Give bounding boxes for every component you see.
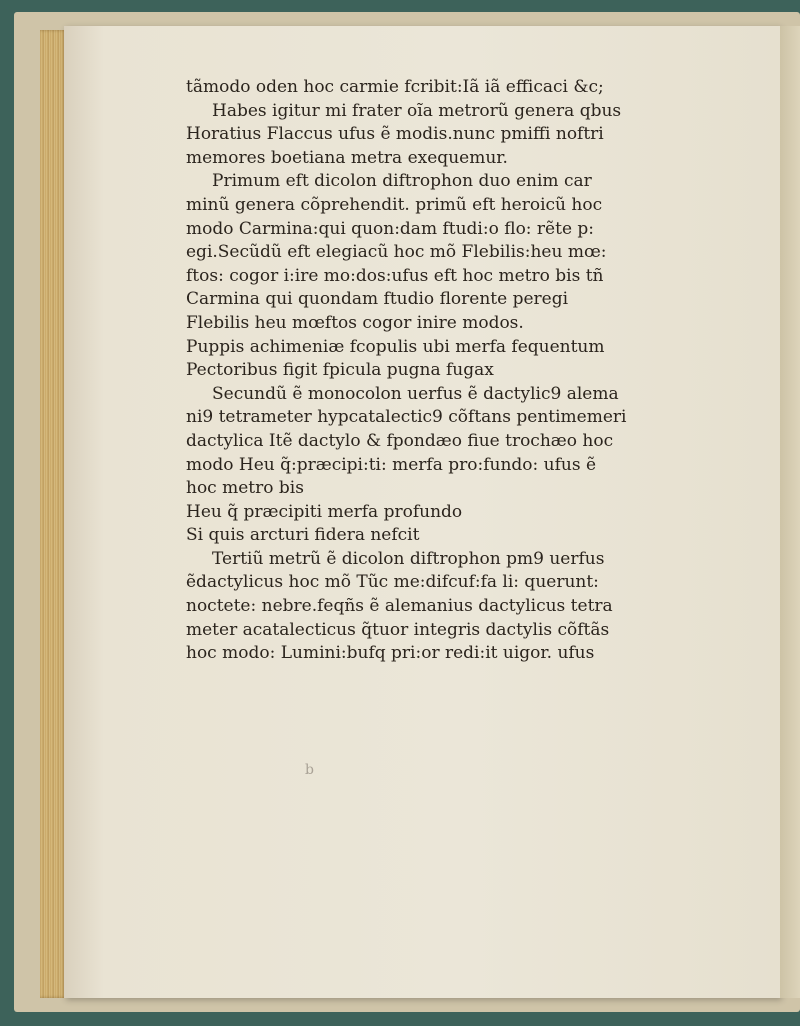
right-margin-strip [780, 26, 800, 998]
text-line: Secundũ ẽ monocolon uerfus ẽ dactylic9 alema [212, 383, 619, 404]
text-line: Si quis arcturi fidera nefcit [186, 525, 420, 546]
text-line: modo Heu q̃:præcipi:ti: merfa pro:fundo: ufus ẽ [186, 454, 597, 475]
text-line: Primum eft dicolon diftrophon duo enim car [212, 171, 592, 192]
text-line: Puppis achimeniæ fcopulis ubi merfa fequentum [186, 336, 605, 357]
text-line: dactylica Itẽ dactylo & fpondæo fiue trochæo hoc [186, 430, 614, 451]
text-line: Carmina qui quondam ftudio florente peregi [186, 289, 569, 310]
text-line: ẽdactylicus hoc mõ Tũc me:difcuf:fa li: querunt: [186, 572, 599, 593]
text-line: Flebilis heu mœftos cogor inire modos. [186, 312, 524, 333]
text-line: memores boetiana metra exequemur. [186, 147, 508, 168]
text-line: hoc metro bis [186, 478, 304, 499]
text-line: minũ genera cõprehendit. primũ eft heroicũ hoc [186, 194, 603, 215]
text-line: Horatius Flaccus ufus ẽ modis.nunc pmiffi noftri [186, 124, 604, 145]
text-line: modo Carmina:qui quon:dam ftudi:o flo: rẽte p: [186, 218, 595, 239]
stray-ink-mark: b [305, 762, 314, 778]
text-line: ni9 tetrameter hypcatalectic9 cõftans pentimemeri [186, 407, 627, 428]
text-line: noctete: nebre.feqñs ẽ alemanius dactylicus tetra [186, 596, 613, 617]
text-line: hoc modo: Lumini:bufq pri:or redi:it uigor. ufus [186, 643, 595, 664]
text-line: Tertiũ metrũ ẽ dicolon diftrophon pm9 uerfus [212, 548, 605, 569]
text-line: egi.Secũdũ eft elegiacũ hoc mõ Flebilis:heu mœ: [186, 242, 607, 263]
page-text-block [186, 76, 646, 666]
text-line: ftos: cogor i:ire mo:dos:ufus eft hoc metro bis tñ [186, 265, 604, 286]
text-line: Habes igitur mi frater oĩa metrorũ genera qbus [212, 100, 622, 121]
text-line: Heu q̃ præcipiti merfa profundo [186, 501, 463, 522]
text-line: tãmodo oden hoc carmie fcribit:Iã iã efficaci &c; [186, 77, 604, 97]
text-line: Pectoribus figit fpicula pugna fugax [186, 360, 494, 381]
text-line: meter acatalecticus q̃tuor integris dactylis cõftãs [186, 619, 610, 640]
